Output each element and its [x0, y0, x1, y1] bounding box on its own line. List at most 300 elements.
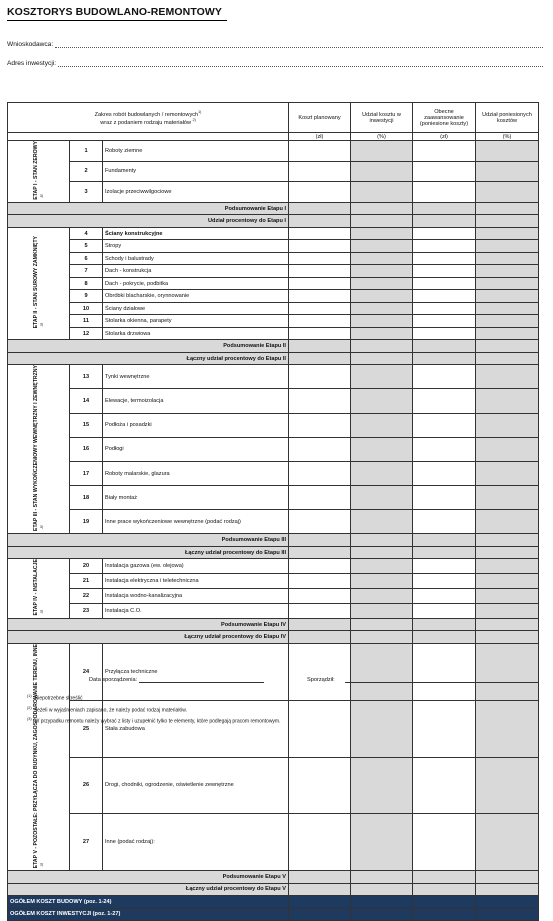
summary-borne-cell	[476, 618, 539, 631]
stage-label-text: ETAP II - STAN SUROWY ZAMKNIĘTY	[32, 236, 39, 329]
date-row	[89, 677, 264, 683]
table-row	[8, 227, 539, 240]
item-description: Stała zabudowa	[103, 700, 289, 757]
table-row	[8, 277, 539, 290]
stage-share-label: Łączny udział procentowy do Etapu V	[8, 883, 289, 896]
summary-current-cell	[413, 618, 476, 631]
share-cell	[351, 559, 413, 574]
header-share: Udział kosztu w inwestycji	[351, 103, 413, 133]
borne-share-cell	[476, 643, 539, 700]
share-share-cell	[351, 352, 413, 365]
borne-share-cell	[476, 265, 539, 278]
borne-share-cell	[476, 227, 539, 240]
share-planned-cell	[289, 352, 351, 365]
table-row	[8, 413, 539, 437]
applicant-label: Wnioskodawca:	[7, 41, 54, 48]
borne-share-cell	[476, 413, 539, 437]
share-current-cell	[413, 631, 476, 644]
stage-label	[8, 141, 70, 203]
summary-borne-cell	[476, 340, 539, 353]
share-cell	[351, 604, 413, 619]
borne-share-cell	[476, 182, 539, 203]
total-current-cell	[413, 908, 476, 921]
header-scope-line2: wraz z podaniem rodzaju materiałów	[100, 119, 192, 126]
share-cell	[351, 182, 413, 203]
borne-share-cell	[476, 757, 539, 814]
share-cell	[351, 141, 413, 162]
summary-planned-cell	[289, 340, 351, 353]
total-planned-cell	[289, 896, 351, 909]
stage-share-label: Łączny udział procentowy do Etapu III	[8, 546, 289, 559]
planned-cost-cell[interactable]	[289, 277, 351, 290]
item-number: 4	[70, 227, 103, 240]
footnote-text: W przypadku remontu należy wybrać z listy i uzupełnić tylko te elementy, które podlegają pracom remontowym.	[34, 718, 281, 725]
item-number: 3	[70, 182, 103, 203]
table-row	[8, 290, 539, 303]
borne-share-cell	[476, 700, 539, 757]
prepared-field[interactable]	[345, 677, 538, 683]
footnote-item	[27, 704, 281, 716]
title-underline	[7, 20, 227, 21]
table-row	[8, 604, 539, 619]
table-row	[8, 589, 539, 604]
summary-share-cell	[351, 618, 413, 631]
borne-share-cell	[476, 240, 539, 253]
item-number: 10	[70, 302, 103, 315]
total-label-building: OGÓŁEM KOSZT BUDOWY (poz. 1-24)	[8, 896, 289, 909]
item-number: 15	[70, 413, 103, 437]
share-cell	[351, 277, 413, 290]
share-cell	[351, 389, 413, 413]
share-cell	[351, 315, 413, 328]
stage-label-text: ETAP III - STAN WYKOŃCZENIOWY WEWNĘTRZNY I ZEWNĘTRZNY	[32, 365, 39, 532]
planned-cost-cell[interactable]	[289, 757, 351, 814]
table-row	[8, 389, 539, 413]
item-description: Inne prace wykończeniowe wewnętrzne (podać rodzaj)	[103, 510, 289, 534]
share-cell	[351, 574, 413, 589]
planned-cost-cell[interactable]	[289, 510, 351, 534]
footnote-marker: (3)	[27, 717, 32, 722]
planned-cost-cell[interactable]	[289, 265, 351, 278]
planned-cost-cell[interactable]	[289, 559, 351, 574]
table-row	[8, 252, 539, 265]
total-share-cell	[351, 896, 413, 909]
item-number: 24	[70, 643, 103, 700]
item-number: 20	[70, 559, 103, 574]
stage-share-row	[8, 883, 539, 896]
current-cost-cell[interactable]	[413, 559, 476, 574]
header-planned: Koszt planowany	[289, 103, 351, 133]
share-cell	[351, 365, 413, 389]
applicant-field[interactable]	[55, 42, 543, 48]
share-cell	[351, 252, 413, 265]
item-number: 13	[70, 365, 103, 389]
prepared-row	[307, 677, 538, 683]
item-description: Fundamenty	[103, 161, 289, 182]
item-description: Stolarka okienna, parapety	[103, 315, 289, 328]
item-description: Instalacja C.O.	[103, 604, 289, 619]
item-number: 1	[70, 141, 103, 162]
current-cost-cell[interactable]	[413, 182, 476, 203]
share-cell	[351, 227, 413, 240]
item-number: 6	[70, 252, 103, 265]
planned-cost-cell[interactable]	[289, 389, 351, 413]
current-cost-cell[interactable]	[413, 510, 476, 534]
item-description: Tynki wewnętrzne	[103, 365, 289, 389]
share-cell	[351, 265, 413, 278]
planned-cost-cell[interactable]	[289, 461, 351, 485]
share-planned-cell	[289, 883, 351, 896]
item-description: Biały montaż	[103, 486, 289, 510]
total-planned-cell	[289, 908, 351, 921]
item-number: 9	[70, 290, 103, 303]
stage-share-label: Łączny udział procentowy do Etapu IV	[8, 631, 289, 644]
table-row	[8, 757, 539, 814]
share-cell	[351, 643, 413, 700]
planned-cost-cell[interactable]	[289, 437, 351, 461]
borne-share-cell	[476, 814, 539, 871]
borne-share-cell	[476, 327, 539, 340]
stage-share-label: Łączny udział procentowy do Etapu II	[8, 352, 289, 365]
item-number: 16	[70, 437, 103, 461]
current-cost-cell[interactable]	[413, 290, 476, 303]
planned-cost-cell[interactable]	[289, 327, 351, 340]
current-cost-cell[interactable]	[413, 437, 476, 461]
item-number: 25	[70, 700, 103, 757]
share-share-cell	[351, 215, 413, 228]
stage-summary-label: Podsumowanie Etapu II	[8, 340, 289, 353]
table-row	[8, 240, 539, 253]
stage-label	[8, 227, 70, 340]
borne-share-cell	[476, 389, 539, 413]
planned-cost-cell[interactable]	[289, 814, 351, 871]
current-cost-cell[interactable]	[413, 413, 476, 437]
date-label: Data sporządzenia:	[89, 677, 138, 683]
stage-summary-label: Podsumowanie Etapu V	[8, 871, 289, 884]
item-number: 11	[70, 315, 103, 328]
item-description: Drogi, chodniki, ogrodzenie, oświetlenie zewnętrzne	[103, 757, 289, 814]
borne-share-cell	[476, 141, 539, 162]
item-number: 5	[70, 240, 103, 253]
stage-share-row	[8, 546, 539, 559]
share-cell	[351, 461, 413, 485]
summary-share-cell	[351, 871, 413, 884]
address-field[interactable]	[58, 61, 543, 67]
prepared-label: Sporządził:	[307, 677, 335, 683]
stage-label	[8, 365, 70, 534]
item-description: Stolarka drzwiowa	[103, 327, 289, 340]
planned-cost-cell[interactable]	[289, 643, 351, 700]
share-cell	[351, 510, 413, 534]
footnote-item	[27, 715, 281, 727]
footnote-marker: (2)	[27, 705, 32, 710]
summary-current-cell	[413, 340, 476, 353]
item-description: Instalacja wodno-kanalizacyjna	[103, 589, 289, 604]
item-description: Instalacja elektryczna i teletechniczna	[103, 574, 289, 589]
share-borne-cell	[476, 546, 539, 559]
table-row	[8, 574, 539, 589]
table-row	[8, 302, 539, 315]
stage-label	[8, 559, 70, 619]
share-cell	[351, 589, 413, 604]
share-planned-cell	[289, 631, 351, 644]
header-scope	[8, 103, 289, 133]
item-description: Dach - pokrycie, podbitka	[103, 277, 289, 290]
stage-label	[8, 643, 70, 870]
total-row-investment	[8, 908, 539, 921]
stage-summary-row	[8, 340, 539, 353]
current-cost-cell[interactable]	[413, 302, 476, 315]
stage-summary-row	[8, 202, 539, 215]
borne-share-cell	[476, 315, 539, 328]
current-cost-cell[interactable]	[413, 277, 476, 290]
stage-summary-row	[8, 618, 539, 631]
item-number: 21	[70, 574, 103, 589]
summary-share-cell	[351, 202, 413, 215]
current-cost-cell[interactable]	[413, 365, 476, 389]
share-cell	[351, 700, 413, 757]
share-borne-cell	[476, 215, 539, 228]
item-number: 7	[70, 265, 103, 278]
borne-share-cell	[476, 604, 539, 619]
planned-cost-cell[interactable]	[289, 141, 351, 162]
planned-cost-cell[interactable]	[289, 589, 351, 604]
share-cell	[351, 161, 413, 182]
borne-share-cell	[476, 574, 539, 589]
summary-planned-cell	[289, 871, 351, 884]
share-cell	[351, 814, 413, 871]
item-number: 12	[70, 327, 103, 340]
planned-cost-cell[interactable]	[289, 240, 351, 253]
share-share-cell	[351, 883, 413, 896]
summary-planned-cell	[289, 202, 351, 215]
summary-share-cell	[351, 534, 413, 547]
share-cell	[351, 486, 413, 510]
borne-share-cell	[476, 365, 539, 389]
planned-cost-cell[interactable]	[289, 574, 351, 589]
unit-row	[8, 133, 539, 141]
borne-share-cell	[476, 161, 539, 182]
table-row	[8, 461, 539, 485]
stage-summary-row	[8, 871, 539, 884]
borne-share-cell	[476, 510, 539, 534]
item-description: Obróbki blacharskie, orynnowanie	[103, 290, 289, 303]
summary-borne-cell	[476, 202, 539, 215]
item-description: Elewacje, termoizolacja	[103, 389, 289, 413]
current-cost-cell[interactable]	[413, 227, 476, 240]
item-description: Podłoża i posadzki	[103, 413, 289, 437]
table-row	[8, 327, 539, 340]
item-number: 14	[70, 389, 103, 413]
planned-cost-cell[interactable]	[289, 486, 351, 510]
current-cost-cell[interactable]	[413, 315, 476, 328]
stage-share-row	[8, 352, 539, 365]
borne-share-cell	[476, 252, 539, 265]
stage-summary-label: Podsumowanie Etapu I	[8, 202, 289, 215]
item-description: Roboty malarskie, glazura	[103, 461, 289, 485]
current-cost-cell[interactable]	[413, 604, 476, 619]
stage-label-sup: 3)	[39, 610, 44, 615]
borne-share-cell	[476, 302, 539, 315]
current-cost-cell[interactable]	[413, 265, 476, 278]
planned-cost-cell[interactable]	[289, 700, 351, 757]
stage-summary-row	[8, 534, 539, 547]
borne-share-cell	[476, 589, 539, 604]
summary-planned-cell	[289, 534, 351, 547]
table-row	[8, 510, 539, 534]
stage-label-sup: 3)	[39, 525, 44, 530]
current-cost-cell[interactable]	[413, 240, 476, 253]
stage-summary-label: Podsumowanie Etapu III	[8, 534, 289, 547]
current-cost-cell[interactable]	[413, 486, 476, 510]
stage-label-sup: 3)	[39, 193, 44, 198]
item-description: Schody i balustrady	[103, 252, 289, 265]
total-borne-cell	[476, 908, 539, 921]
borne-share-cell	[476, 559, 539, 574]
item-description: Ściany działowe	[103, 302, 289, 315]
current-cost-cell[interactable]	[413, 461, 476, 485]
borne-share-cell	[476, 486, 539, 510]
summary-current-cell	[413, 871, 476, 884]
current-cost-cell[interactable]	[413, 574, 476, 589]
table-row	[8, 161, 539, 182]
stage-label-text: ETAP IV - INSTALACJE	[32, 559, 39, 616]
total-borne-cell	[476, 896, 539, 909]
share-cell	[351, 437, 413, 461]
item-description: Izolacje przeciwwilgociowe	[103, 182, 289, 203]
borne-share-cell	[476, 437, 539, 461]
item-number: 19	[70, 510, 103, 534]
stage-share-row	[8, 215, 539, 228]
item-description: Przyłącza techniczne	[103, 643, 289, 700]
date-field[interactable]	[139, 677, 264, 683]
item-number: 23	[70, 604, 103, 619]
header-current: Obecne zaawansowanie (poniesione koszty)	[413, 103, 476, 133]
stage-summary-label: Podsumowanie Etapu IV	[8, 618, 289, 631]
total-share-cell	[351, 908, 413, 921]
planned-cost-cell[interactable]	[289, 252, 351, 265]
current-cost-cell[interactable]	[413, 389, 476, 413]
planned-cost-cell[interactable]	[289, 302, 351, 315]
table-row	[8, 437, 539, 461]
current-cost-cell[interactable]	[413, 814, 476, 871]
summary-borne-cell	[476, 534, 539, 547]
item-description: Stropy	[103, 240, 289, 253]
planned-cost-cell[interactable]	[289, 413, 351, 437]
stage-share-label: Udział procentowy do Etapu I	[8, 215, 289, 228]
address-label: Adres inwestycji:	[7, 60, 57, 67]
item-number: 22	[70, 589, 103, 604]
stage-label-sup: 3)	[39, 862, 44, 867]
footnote-marker: (1)	[27, 694, 32, 698]
borne-share-cell	[476, 461, 539, 485]
share-current-cell	[413, 352, 476, 365]
item-description: Roboty ziemne	[103, 141, 289, 162]
footnote-item	[27, 692, 281, 704]
header-borne-share: Udział poniesionych kosztów	[476, 103, 539, 133]
planned-cost-cell[interactable]	[289, 315, 351, 328]
item-number: 8	[70, 277, 103, 290]
current-cost-cell[interactable]	[413, 700, 476, 757]
stage-label-sup: 3)	[39, 322, 44, 327]
current-cost-cell[interactable]	[413, 757, 476, 814]
item-description: Ściany konstrukcyjne	[103, 227, 289, 240]
share-borne-cell	[476, 631, 539, 644]
share-cell	[351, 413, 413, 437]
current-cost-cell[interactable]	[413, 643, 476, 700]
planned-cost-cell[interactable]	[289, 227, 351, 240]
current-cost-cell[interactable]	[413, 589, 476, 604]
unit-planned: (zł)	[289, 133, 351, 141]
cost-table	[7, 102, 539, 921]
unit-blank	[8, 133, 289, 141]
summary-planned-cell	[289, 618, 351, 631]
borne-share-cell	[476, 277, 539, 290]
stage-share-row	[8, 631, 539, 644]
page-title: KOSZTORYS BUDOWLANO-REMONTOWY	[7, 6, 223, 18]
share-planned-cell	[289, 546, 351, 559]
planned-cost-cell[interactable]	[289, 290, 351, 303]
table-row	[8, 182, 539, 203]
share-borne-cell	[476, 352, 539, 365]
header-scope-line1: Zakres robót budowlanych / remontowych	[94, 111, 199, 118]
current-cost-cell[interactable]	[413, 161, 476, 182]
item-number: 26	[70, 757, 103, 814]
share-borne-cell	[476, 883, 539, 896]
total-label-investment: OGÓŁEM KOSZT INWESTYCJI (poz. 1-27)	[8, 908, 289, 921]
table-row	[8, 365, 539, 389]
table-row	[8, 814, 539, 871]
share-cell	[351, 757, 413, 814]
total-row-building	[8, 896, 539, 909]
current-cost-cell[interactable]	[413, 141, 476, 162]
unit-current: (zł)	[413, 133, 476, 141]
table-row	[8, 559, 539, 574]
table-row	[8, 486, 539, 510]
table-row	[8, 141, 539, 162]
unit-borne-share: (%)	[476, 133, 539, 141]
planned-cost-cell[interactable]	[289, 365, 351, 389]
current-cost-cell[interactable]	[413, 327, 476, 340]
item-description: Inne (podać rodzaj):	[103, 814, 289, 871]
header-row	[8, 103, 539, 133]
planned-cost-cell[interactable]	[289, 182, 351, 203]
current-cost-cell[interactable]	[413, 252, 476, 265]
header-scope-sup1: 1)	[198, 109, 202, 114]
footnotes	[27, 692, 281, 727]
summary-current-cell	[413, 534, 476, 547]
item-description: Podłogi	[103, 437, 289, 461]
planned-cost-cell[interactable]	[289, 161, 351, 182]
applicant-row	[7, 41, 543, 48]
share-share-cell	[351, 546, 413, 559]
item-number: 18	[70, 486, 103, 510]
stage-label-text: ETAP I - STAN ZEROWY	[32, 141, 39, 200]
summary-borne-cell	[476, 871, 539, 884]
stage-label-text: ETAP V - POZOSTAŁE: PRZYŁĄCZA DO BUDYNKU, ZAGOSPODAROWANIE TERENU, INNE	[32, 643, 39, 869]
table-row	[8, 265, 539, 278]
share-cell	[351, 302, 413, 315]
share-cell	[351, 290, 413, 303]
share-cell	[351, 240, 413, 253]
header-scope-sup2: 2)	[192, 117, 196, 122]
unit-share: (%)	[351, 133, 413, 141]
table-row	[8, 315, 539, 328]
item-number: 2	[70, 161, 103, 182]
share-share-cell	[351, 631, 413, 644]
planned-cost-cell[interactable]	[289, 604, 351, 619]
summary-share-cell	[351, 340, 413, 353]
